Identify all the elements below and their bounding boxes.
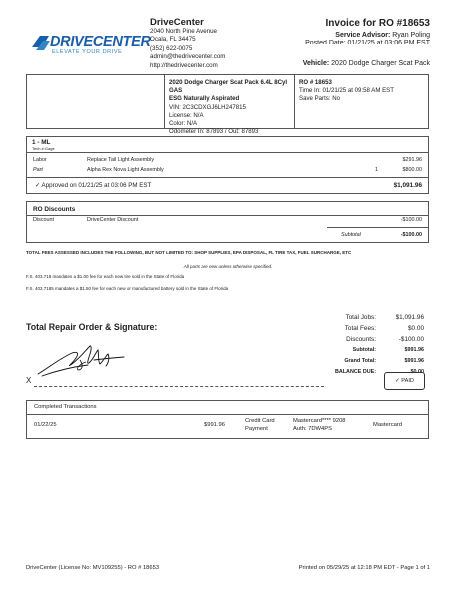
total-label: Discounts: [346,336,376,343]
transaction-method-2: Payment [245,425,268,432]
line-type: Labor [33,157,47,163]
company-name: DriveCenter [150,17,204,28]
total-value: $1,091.96 [395,314,424,321]
handwritten-signature [36,340,126,380]
invoice-title: Invoice for RO #18653 [325,18,430,29]
transaction-brand: Mastercard [373,422,402,428]
total-value: $0.00 [408,325,424,332]
line-type: Part [33,167,43,173]
total-value: -$100.00 [398,336,424,343]
vehicle-line-1: 2020 Dodge Charger Scat Pack 6.4L 8Cyl GAS [169,79,288,95]
signature-x-mark: X [26,376,32,385]
line-desc: Replace Tail Light Assembly [87,157,155,163]
company-website: http://thedrivecenter.com [150,61,218,69]
total-label: Subtotal: [352,347,376,353]
total-label: BALANCE DUE: [334,369,376,375]
new-parts-notice: All parts are new unless otherwise specified. [183,264,273,269]
ro-number: RO # 18653 [299,79,332,86]
fees-notice: TOTAL FEES ASSESSED INCLUDES THE FOLLOWING, BUT NOT LIMITED TO: SHOP SUPPLIES, EPA DISPOSAL, FL TIRE TAX, FUEL SURCHARGE, ETC [26,250,352,255]
transaction-date: 01/22/25 [34,422,57,428]
vehicle-vin: VIN: 2C3CDXGJ6LH247815 [169,103,246,111]
discount-amount: -$100.00 [400,217,422,223]
transaction-amount: $991.96 [204,422,225,428]
ro-details [294,75,428,128]
vehicle-header-value: 2020 Dodge Charger Scat Pack [331,60,430,67]
service-advisor-name: Ryan Poling [392,32,430,39]
footer-license: DriveCenter (License No: MV109255) - RO # 18653 [26,565,160,571]
total-label: Total Fees: [344,325,376,332]
posted-date-clipped: Posted Date: 01/21/25 at 03:06 PM EST [305,40,430,44]
transaction-auth: Auth: 7DW4PS [293,425,332,432]
total-label: Grand Total: [344,358,376,364]
transaction-card-number: Mastercard**** 9208 [293,418,346,424]
job-title: 1 - ML [32,139,51,146]
total-value: $991.96 [404,358,424,364]
transaction-method [245,418,275,433]
discount-subtotal-label: Subtotal [341,232,361,238]
vehicle-license: License: N/A [169,111,204,119]
line-amount: $800.00 [402,167,422,173]
total-value: $991.96 [404,347,424,353]
logo-tagline: ELEVATE YOUR DRIVE [52,49,123,55]
discount-label: Discount [33,217,54,223]
job-approved: ✓ Approved on 01/21/25 at 03:06 PM EST [35,182,152,189]
job-total: $1,091.96 [393,182,422,189]
line-qty: 1 [375,167,378,173]
logo-wordmark: DRIVECENTER [50,34,151,50]
discounts-row [300,334,426,345]
job-header [27,137,428,153]
total-label: Total Jobs: [345,314,376,321]
totals-summary [300,312,426,378]
vehicle-odometer: Odometer In: 87893 / Out: 87893 [169,128,259,136]
service-advisor-label: Service Advisor: [335,32,391,39]
company-logo [30,34,151,58]
transaction-method-1: Credit Card [245,418,275,424]
discount-desc: DriveCenter Discount [87,217,139,223]
ro-save-parts: Save Parts: No [299,95,340,103]
service-advisor [335,32,430,39]
drivecenter-logo-icon [30,33,52,53]
company-address-2: Ocala, FL 34475 [150,36,196,44]
vehicle-line-2: ESG Naturally Aspirated [169,95,240,103]
line-amount: $291.96 [402,157,422,163]
transaction-card [293,418,346,433]
total-fees-row [300,323,426,334]
vehicle-header [303,60,430,67]
company-address-1: 2040 North Pine Avenue [150,28,217,35]
job-line-labor [27,156,428,165]
company-info [150,17,225,70]
subtotal-row [300,345,426,356]
ro-time-in: Time In: 01/21/25 at 09:58 AM EST [299,87,394,95]
grand-total-row [300,356,426,367]
vehicle-details [164,75,294,136]
battery-fee-notice: F.S. 403.7185 mandates a $1.50 fee for each new or manufactured battery sold in the State of Florida [26,286,229,291]
company-email: admin@thedrivecenter.com [150,53,226,61]
total-jobs-row [300,312,426,323]
subtotal-divider [327,227,428,228]
job-divider [27,177,428,178]
job-tech: Tech #:Gage [32,146,55,151]
tire-fee-notice: F.S. 403.718 mandates a $1.00 fee for each new tire sold in the State of Florida [26,274,185,279]
job-box [26,136,429,194]
line-desc: Alpha Rex Nova Light Assembly [87,167,164,173]
paid-badge: ✓ PAID [384,372,425,390]
discount-line [27,216,428,225]
signature-line [34,386,324,387]
vehicle-color: Color: N/A [169,120,198,128]
company-phone: (352) 622-0075 [150,44,193,52]
job-line-part [27,166,428,175]
discounts-title: RO Discounts [33,206,76,213]
discounts-box [26,201,429,243]
vehicle-info-box [26,74,429,136]
footer-printed: Printed on 05/29/25 at 12:18 PM EDT - Page 1 of 1 [298,565,430,571]
signature-title: Total Repair Order & Signature: [26,322,158,332]
total-value: $0.00 [410,369,424,375]
transactions-box [26,400,429,439]
transactions-title: Completed Transactions [27,401,428,415]
discount-subtotal-value: -$100.00 [400,232,422,238]
vehicle-header-label: Vehicle: [302,60,330,67]
